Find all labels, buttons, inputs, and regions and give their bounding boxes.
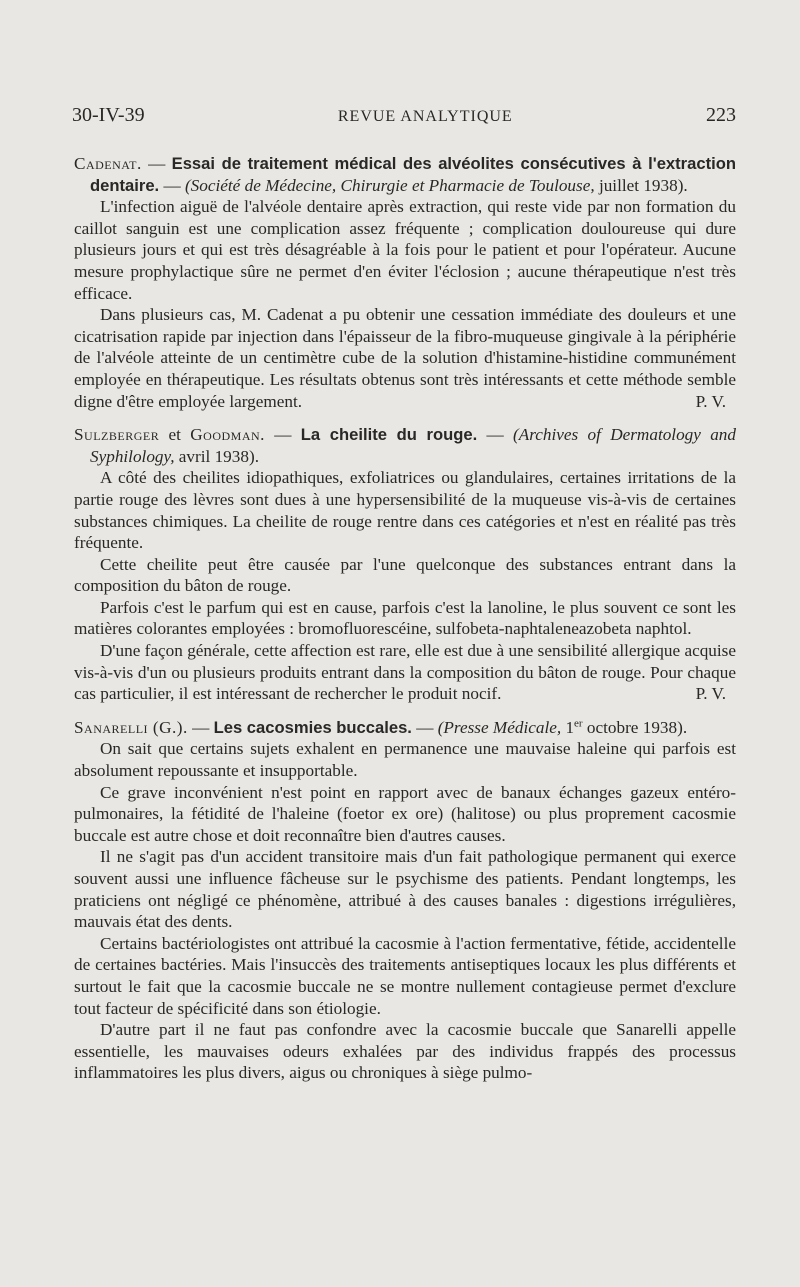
entry-author: Cadenat. — [74, 154, 142, 173]
running-header — [72, 104, 736, 127]
paragraph: Cette cheilite peut être causée par l'une quelconque des substances entrant dans la composition du bâton de rouge. — [74, 554, 736, 596]
entry-date: avril 1938). — [174, 446, 259, 466]
dash: — — [264, 425, 301, 445]
paragraph: L'infection aiguë de l'alvéole dentaire après extraction, qui reste vide par non formation du caillot sanguin est une complication assez fréquente ; complication douloureuse qui dure plusieurs jours et qui est très désagréable à la fois pour le patient et pour l'opérateur. Aucune mesure prophylactique sûre ne permet d'en éviter l'éclosion ; aucune thérapeutique n'est très efficace. — [74, 197, 736, 303]
entry-heading — [74, 153, 736, 196]
entry-title: Les cacosmies buccales. — [213, 717, 412, 737]
paragraph: Ce grave inconvénient n'est point en rapport avec de banaux échanges gazeux entéro-pulmonaires, la fétidité de l'haleine (foetor ex ore) (halitose) ou plus proprement cacosmie buccale est autre chose et doit reconnaître bien d'autres causes. — [74, 782, 736, 845]
paragraph-text: Dans plusieurs cas, M. Cadenat a pu obtenir une cessation immédiate des douleurs et une cicatrisation rapide par injection dans l'épaisseur de la fibro-muqueuse gingivale à la périphérie de l'alvéole atteinte de un centimètre cube de la solution d'histamine-histidine communément employée en thérapeutique. Les résultats obtenus sont très intéressants et cette méthode semble digne d'être employée largement. — [74, 305, 736, 411]
dash: — — [159, 175, 185, 195]
review-entry-sanarelli — [74, 717, 736, 1084]
entry-date-day: 1 — [561, 717, 575, 737]
dash: — — [141, 154, 172, 173]
header-page-number: 223 — [705, 104, 736, 126]
entry-title: Essai de traitement médical des alvéolites consécutives à l'extraction dentaire. — [90, 154, 736, 195]
dash: — — [187, 717, 214, 737]
text-column — [74, 153, 736, 1096]
entry-heading — [74, 717, 736, 739]
entry-date-sup: er — [574, 717, 583, 730]
paragraph: On sait que certains sujets exhalent en permanence une mauvaise haleine qui parfois est absolument repoussante et insupportable. — [74, 739, 736, 781]
entry-source: (Presse Médicale, — [437, 717, 562, 737]
entry-source: (Archives of Dermatology and Syphilology, — [90, 425, 736, 466]
dash: — — [477, 425, 513, 445]
paragraph: Certains bactériologistes ont attribué la cacosmie à l'action fermentative, fétide, accidentelle de certaines bactéries. Mais l'insuccès des traitements antiseptiques locaux les plus différents et surtout le fait que la cacosmie buccale ne se montre nullement contagieuse permet d'exclure tout facteur de spécificité dans son étiologie. — [74, 933, 736, 1018]
review-entry-cadenat — [74, 153, 736, 412]
entry-author-2: Goodman. — [190, 425, 265, 445]
header-date: 30-IV-39 — [72, 104, 145, 126]
header-journal-title: REVUE ANALYTIQUE — [337, 108, 513, 125]
paragraph: Parfois c'est le parfum qui est en cause, parfois c'est la lanoline, le plus souvent ce sont les matières colorantes employées : bromofluorescéine, sulfobeta-naphtaleneazobeta naphtol. — [74, 597, 736, 639]
paragraph: D'autre part il ne faut pas confondre avec la cacosmie buccale que Sanarelli appelle essentielle, les mauvaises odeurs exhalées par des individus frappés des processus inflammatoires les plus divers, aigus ou chroniques à siège pulmo- — [74, 1020, 736, 1083]
entry-heading — [74, 424, 736, 467]
entry-date: octobre 1938). — [582, 717, 688, 737]
paragraph — [74, 304, 736, 412]
review-entry-sulzberger — [74, 424, 736, 705]
conjunction: et — [159, 425, 191, 445]
entry-title: La cheilite du rouge. — [300, 425, 478, 445]
paragraph: A côté des cheilites idiopathiques, exfoliatrices ou glandulaires, certaines irritations de la partie rouge des lèvres sont dues à une hypersensibilité de la muqueuse vis-à-vis de certaines substances chimiques. La cheilite de rouge rentre dans ces catégories et n'est en réalité pas très fréquente. — [74, 468, 736, 553]
entry-author: Sulzberger — [74, 425, 160, 445]
paragraph — [74, 640, 736, 705]
entry-source: (Société de Médecine, Chirurgie et Pharmacie de Toulouse, — [184, 175, 595, 195]
dash: — — [411, 717, 438, 737]
entry-date: juillet 1938). — [594, 175, 688, 195]
signature: P. V. — [695, 684, 726, 704]
signature: P. V. — [695, 391, 726, 411]
paragraph: Il ne s'agit pas d'un accident transitoire mais d'un fait pathologique permanent qui exerce souvent aussi une influence fâcheuse sur le psychisme des patients. Pendant longtemps, les praticiens ont négligé ce phénomène, attribué à des causes banales : digestions irrégulières, mauvais état des dents. — [74, 847, 736, 932]
entry-author: Sanarelli (G.). — [74, 717, 188, 737]
paragraph-text: D'une façon générale, cette affection est rare, elle est due à une sensibilité allergique acquise vis-à-vis d'un ou plusieurs produits entrant dans la composition du bâton de rouge. Pour chaque cas particulier, il est intéressant de rechercher le produit nocif. — [74, 641, 736, 704]
